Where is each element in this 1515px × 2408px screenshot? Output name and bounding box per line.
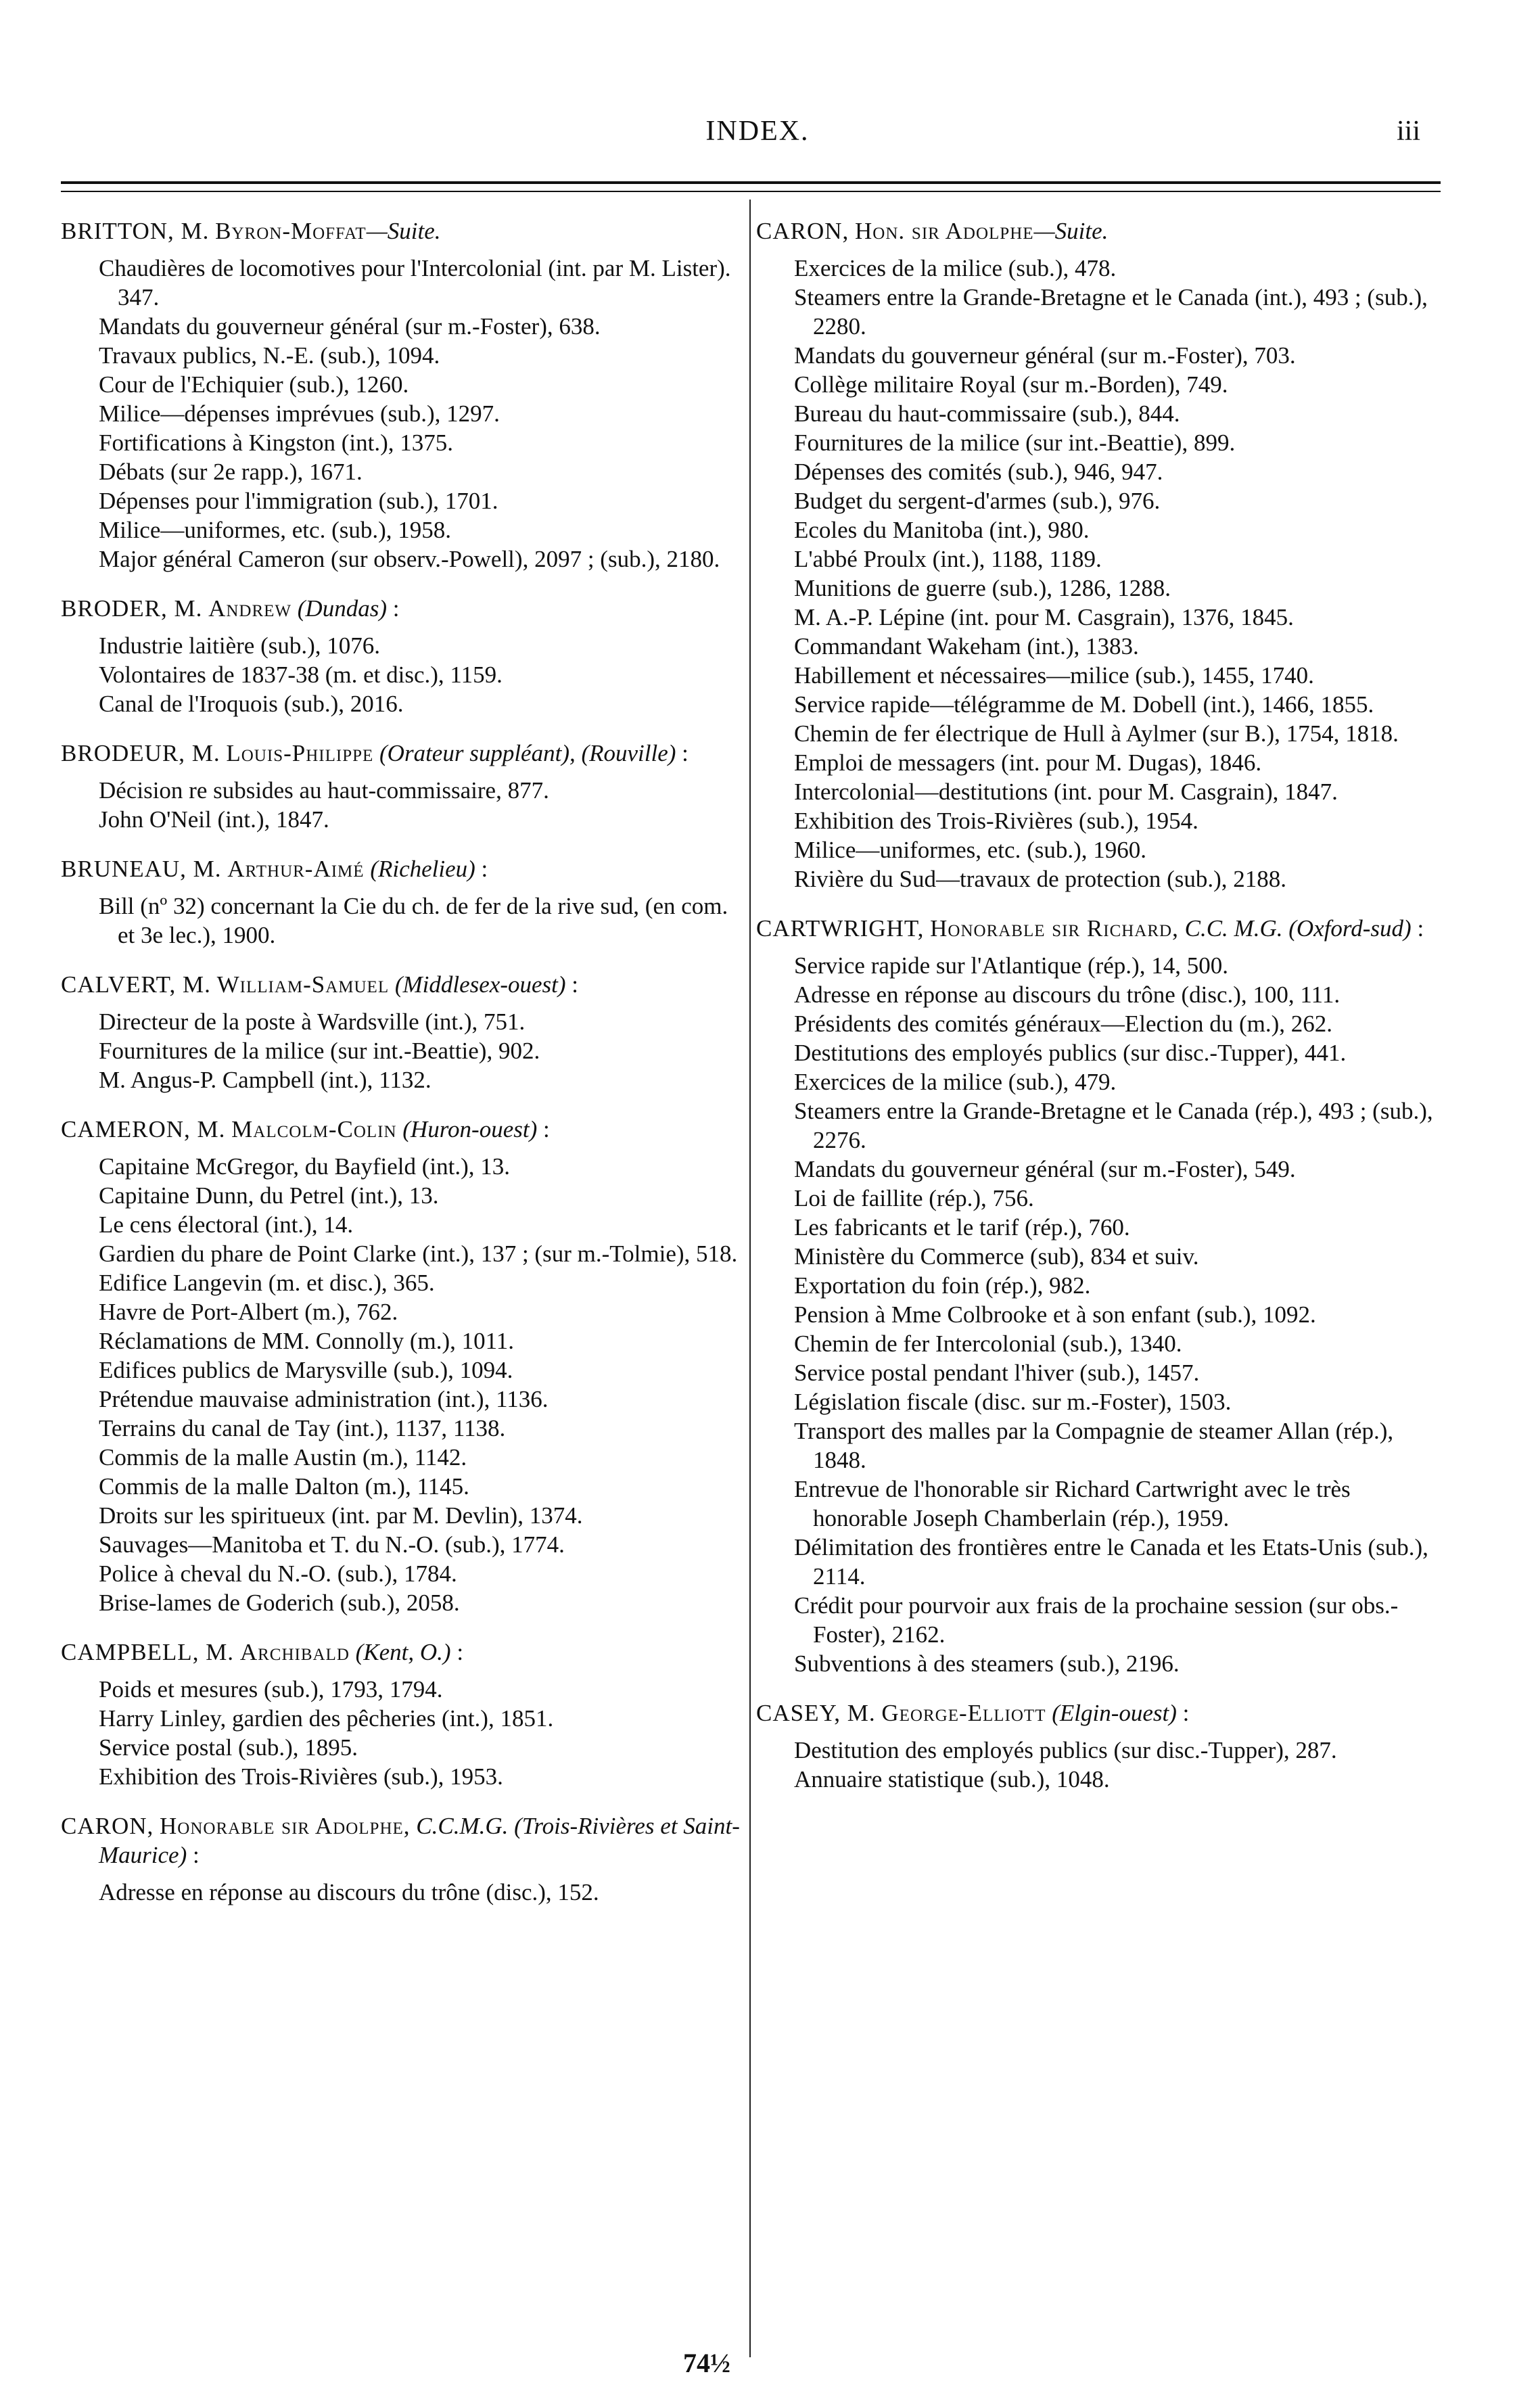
entry-item: Service rapide sur l'Atlantique (rép.), 14, 500. [794, 952, 1228, 979]
entry-item: Canal de l'Iroquois (sub.), 2016. [99, 691, 404, 717]
entry-heading [61, 854, 744, 883]
entry-item: Annuaire statistique (sub.), 1048. [794, 1766, 1110, 1792]
entry-item: Havre de Port-Albert (m.), 762. [99, 1299, 398, 1325]
index-entry [61, 1638, 744, 1791]
entry-given-name: Archibald [239, 1639, 350, 1665]
entry-suffix: : [392, 595, 400, 622]
entry-riding: (Elgin-ouest) [1052, 1700, 1177, 1726]
entry-item: Exhibition des Trois-Rivières (sub.), 1954. [794, 808, 1198, 834]
entry-item: Délimitation des frontières entre le Canada et les Etats-Unis (sub.), 2114. [794, 1534, 1428, 1590]
entry-name: BRUNEAU, M. [61, 856, 222, 882]
entry-heading [61, 594, 744, 623]
column-divider [749, 200, 751, 2357]
entry-item: Les fabricants et le tarif (rép.), 760. [794, 1214, 1130, 1241]
entry-item: Subventions à des steamers (sub.), 2196. [794, 1650, 1180, 1677]
entry-item: Milice—dépenses imprévues (sub.), 1297. [99, 400, 500, 427]
entry-item: Exhibition des Trois-Rivières (sub.), 1953. [99, 1763, 503, 1790]
entry-item: Rivière du Sud—travaux de protection (sub.), 2188. [794, 866, 1287, 892]
entry-item: Volontaires de 1837-38 (m. et disc.), 1159. [99, 662, 503, 688]
entry-item: Fortifications à Kingston (int.), 1375. [99, 430, 453, 456]
entry-item: Harry Linley, gardien des pêcheries (int.), 1851. [99, 1705, 554, 1732]
entry-given-name: William-Samuel [216, 971, 390, 998]
entry-riding: (Middlesex-ouest) [394, 971, 566, 998]
entry-item: L'abbé Proulx (int.), 1188, 1189. [794, 546, 1102, 572]
entry-item: Steamers entre la Grande-Bretagne et le Canada (int.), 493 ; (sub.), 2280. [794, 284, 1428, 340]
entry-item: Fournitures de la milice (sur int.-Beattie), 899. [794, 430, 1236, 456]
entry-given-name: Honorable sir Adolphe, [160, 1813, 411, 1839]
index-entry [61, 739, 744, 834]
entry-item: Industrie laitière (sub.), 1076. [99, 632, 381, 659]
entry-item: Pension à Mme Colbrooke et à son enfant (sub.), 1092. [794, 1301, 1316, 1328]
entry-riding: C.C. M.G. (Oxford-sud) [1184, 915, 1412, 942]
entry-item: Commandant Wakeham (int.), 1383. [794, 633, 1139, 659]
entry-item: Mandats du gouverneur général (sur m.-Foster), 638. [99, 313, 601, 340]
entry-item: Commis de la malle Dalton (m.), 1145. [99, 1473, 469, 1500]
entry-item: Service postal (sub.), 1895. [99, 1734, 358, 1761]
signature-mark: 74½ [683, 2348, 730, 2378]
entry-suffix: : [1417, 915, 1424, 942]
entry-item: Chaudières de locomotives pour l'Intercolonial (int. par M. Lister). 347. [99, 255, 731, 310]
entry-suffix: : [572, 971, 579, 998]
entry-item: Le cens électoral (int.), 14. [99, 1211, 354, 1238]
entry-item: Chemin de fer électrique de Hull à Aylmer (sur B.), 1754, 1818. [794, 720, 1399, 747]
entry-item: Chemin de fer Intercolonial (sub.), 1340. [794, 1330, 1182, 1357]
entry-riding: (Richelieu) [370, 856, 475, 882]
entry-item: Mandats du gouverneur général (sur m.-Foster), 549. [794, 1156, 1296, 1182]
entry-item: Bureau du haut-commissaire (sub.), 844. [794, 400, 1180, 427]
entry-name: BRODEUR, M. [61, 740, 220, 766]
entry-given-name: George-Elliott [881, 1700, 1046, 1726]
entry-item: Réclamations de MM. Connolly (m.), 1011. [99, 1328, 515, 1354]
entry-continued: —Suite. [1033, 218, 1109, 244]
entry-item: Exportation du foin (rép.), 982. [794, 1272, 1091, 1299]
entry-heading [61, 1638, 744, 1667]
entry-item: Service postal pendant l'hiver (sub.), 1457. [794, 1360, 1200, 1386]
entry-heading [61, 970, 744, 999]
entry-item: Capitaine Dunn, du Petrel (int.), 13. [99, 1182, 439, 1209]
entry-item: Droits sur les spiritueux (int. par M. Devlin), 1374. [99, 1502, 583, 1529]
entry-given-name: Andrew [208, 595, 292, 622]
index-entry [61, 594, 744, 718]
entry-riding: (Dundas) [297, 595, 387, 622]
page-title: INDEX. [705, 116, 810, 147]
index-entry [756, 914, 1446, 1678]
entry-item: Exercices de la milice (sub.), 478. [794, 255, 1117, 281]
entry-given-name: Byron-Moffat [215, 218, 367, 244]
entry-given-name: Arthur-Aimé [227, 856, 365, 882]
entry-name: BRODER, M. [61, 595, 203, 622]
entry-item: Poids et mesures (sub.), 1793, 1794. [99, 1676, 443, 1703]
entry-item: Police à cheval du N.-O. (sub.), 1784. [99, 1560, 457, 1587]
entry-name: CARON, [61, 1813, 154, 1839]
entry-item: Dépenses pour l'immigration (sub.), 1701. [99, 488, 498, 514]
entry-name: CAMPBELL, M. [61, 1639, 235, 1665]
right-column [756, 216, 1446, 1814]
entry-riding: C.C.M.G. (Trois-Rivières et Saint-Maurice) [99, 1813, 740, 1868]
entry-name: CALVERT, M. [61, 971, 211, 998]
entry-name: CARON, [756, 218, 849, 244]
entry-heading [61, 1811, 744, 1870]
header-rule-thick [61, 181, 1441, 184]
entry-item: Travaux publics, N.-E. (sub.), 1094. [99, 342, 440, 369]
index-entry [756, 216, 1446, 894]
entry-item: Munitions de guerre (sub.), 1286, 1288. [794, 575, 1171, 601]
entry-given-name: Malcolm-Colin [231, 1116, 397, 1142]
entry-item: Milice—uniformes, etc. (sub.), 1960. [794, 837, 1147, 863]
entry-suffix: : [542, 1116, 550, 1142]
entry-item: Milice—uniformes, etc. (sub.), 1958. [99, 517, 452, 543]
entry-heading [756, 1698, 1446, 1728]
index-entry [61, 970, 744, 1094]
entry-item: Mandats du gouverneur général (sur m.-Foster), 703. [794, 342, 1296, 369]
entry-suffix: : [682, 740, 689, 766]
entry-suffix: : [457, 1639, 464, 1665]
entry-item: Intercolonial—destitutions (int. pour M. Casgrain), 1847. [794, 779, 1338, 805]
index-entry [756, 1698, 1446, 1794]
entry-item: Brise-lames de Goderich (sub.), 2058. [99, 1590, 460, 1616]
entry-continued: —Suite. [366, 218, 441, 244]
entry-item: Ecoles du Manitoba (int.), 980. [794, 517, 1090, 543]
entry-item: Edifices publics de Marysville (sub.), 1094. [99, 1357, 513, 1383]
entry-item: Adresse en réponse au discours du trône (disc.), 100, 111. [794, 981, 1341, 1008]
entry-item: Major général Cameron (sur observ.-Powell), 2097 ; (sub.), 2180. [99, 546, 720, 572]
entry-item: Commis de la malle Austin (m.), 1142. [99, 1444, 467, 1471]
entry-item: Loi de faillite (rép.), 756. [794, 1185, 1034, 1211]
entry-heading [756, 914, 1446, 943]
entry-item: Service rapide—télégramme de M. Dobell (int.), 1466, 1855. [794, 691, 1374, 718]
entry-name: CARTWRIGHT, [756, 915, 925, 942]
left-column [61, 216, 744, 1927]
entry-item: M. Angus-P. Campbell (int.), 1132. [99, 1067, 432, 1093]
entry-item: Entrevue de l'honorable sir Richard Cartwright avec le très honorable Joseph Chamberlain (rép.), 1959. [794, 1476, 1351, 1531]
entry-item: John O'Neil (int.), 1847. [99, 806, 329, 833]
entry-item: Budget du sergent-d'armes (sub.), 976. [794, 488, 1161, 514]
entry-item: Steamers entre la Grande-Bretagne et le Canada (rép.), 493 ; (sub.), 2276. [794, 1098, 1433, 1153]
entry-riding: (Kent, O.) [355, 1639, 451, 1665]
entry-item: Emploi de messagers (int. pour M. Dugas), 1846. [794, 749, 1262, 776]
entry-item: Présidents des comités généraux—Election du (m.), 262. [794, 1011, 1333, 1037]
entry-name: BRITTON, M. [61, 218, 210, 244]
entry-item: Sauvages—Manitoba et T. du N.-O. (sub.), 1774. [99, 1531, 565, 1558]
entry-item: Législation fiscale (disc. sur m.-Foster), 1503. [794, 1389, 1232, 1415]
entry-item: Cour de l'Echiquier (sub.), 1260. [99, 371, 409, 398]
entry-item: M. A.-P. Lépine (int. pour M. Casgrain), 1376, 1845. [794, 604, 1294, 630]
header-rule-thin [61, 191, 1441, 192]
entry-item: Edifice Langevin (m. et disc.), 365. [99, 1270, 435, 1296]
entry-given-name: Honorable sir Richard, [930, 915, 1179, 942]
index-entry [61, 1115, 744, 1617]
entry-item: Collège militaire Royal (sur m.-Borden), 749. [794, 371, 1228, 398]
entry-item: Débats (sur 2e rapp.), 1671. [99, 459, 363, 485]
entry-item: Directeur de la poste à Wardsville (int.), 751. [99, 1009, 526, 1035]
entry-given-name: Louis-Philippe [226, 740, 374, 766]
entry-heading [61, 1115, 744, 1144]
entry-item: Prétendue mauvaise administration (int.), 1136. [99, 1386, 549, 1412]
index-entry [61, 854, 744, 950]
entry-item: Gardien du phare de Point Clarke (int.), 137 ; (sur m.-Tolmie), 518. [99, 1241, 738, 1267]
entry-heading [61, 739, 744, 768]
page-header [0, 115, 1515, 156]
entry-item: Ministère du Commerce (sub), 834 et suiv. [794, 1243, 1199, 1270]
page-number: iii [1396, 116, 1420, 147]
entry-suffix: : [1182, 1700, 1190, 1726]
index-entry [61, 216, 744, 574]
entry-item: Capitaine McGregor, du Bayfield (int.), 13. [99, 1153, 511, 1180]
entry-item: Transport des malles par la Compagnie de steamer Allan (rép.), 1848. [794, 1418, 1394, 1473]
entry-name: CASEY, M. [756, 1700, 876, 1726]
entry-item: Terrains du canal de Tay (int.), 1137, 1138. [99, 1415, 506, 1441]
entry-suffix: : [192, 1842, 200, 1868]
index-entry [61, 1811, 744, 1907]
entry-item: Destitution des employés publics (sur disc.-Tupper), 287. [794, 1737, 1337, 1763]
entry-item: Exercices de la milice (sub.), 479. [794, 1069, 1117, 1095]
entry-item: Crédit pour pourvoir aux frais de la prochaine session (sur obs.-Foster), 2162. [794, 1592, 1399, 1648]
entry-item: Fournitures de la milice (sur int.-Beattie), 902. [99, 1038, 540, 1064]
entry-heading [61, 216, 744, 246]
entry-item: Bill (nº 32) concernant la Cie du ch. de fer de la rive sud, (en com. et 3e lec.), 1900. [99, 893, 728, 948]
entry-name: CAMERON, M. [61, 1116, 226, 1142]
entry-item: Décision re subsides au haut-commissaire, 877. [99, 777, 549, 804]
entry-suffix: : [481, 856, 488, 882]
entry-heading [756, 216, 1446, 246]
entry-given-name: Hon. sir Adolphe [855, 218, 1034, 244]
entry-riding: (Huron-ouest) [402, 1116, 538, 1142]
entry-riding: (Orateur suppléant), (Rouville) [379, 740, 676, 766]
entry-item: Habillement et nécessaires—milice (sub.), 1455, 1740. [794, 662, 1314, 689]
entry-item: Dépenses des comités (sub.), 946, 947. [794, 459, 1163, 485]
entry-item: Destitutions des employés publics (sur disc.-Tupper), 441. [794, 1040, 1347, 1066]
entry-item: Adresse en réponse au discours du trône (disc.), 152. [99, 1879, 599, 1905]
